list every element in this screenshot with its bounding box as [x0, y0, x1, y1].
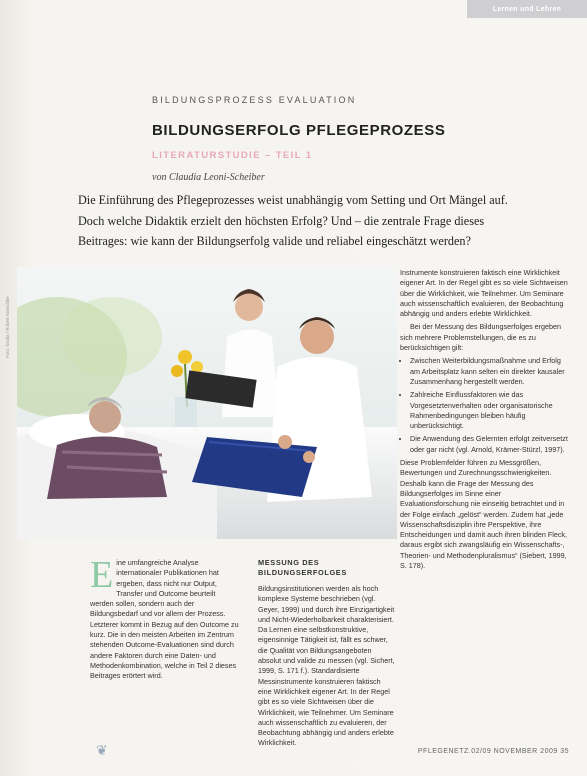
right-column — [400, 268, 570, 574]
article-byline: von Claudia Leoni-Scheiber — [152, 172, 265, 183]
article-title: BILDUNGSERFOLG PFLEGEPROZESS — [152, 122, 446, 139]
page-footer: PFLEGENETZ.02/09 NOVEMBER 2009 35 — [417, 748, 569, 755]
drop-cap: E — [90, 554, 114, 596]
leaf-logo-icon: ❦ — [96, 742, 108, 758]
middle-column — [258, 558, 396, 752]
problem-list — [400, 356, 570, 455]
article-subtitle: LITERATURSTUDIE – TEIL 1 — [152, 150, 313, 161]
left-column — [90, 554, 240, 685]
list-item: • Zahlreiche Einflussfaktoren wie das Vorgesetztenverhalten oder organisatorische Rahmenbedingungen bleiben häufig unberücksichtigt. — [410, 390, 570, 431]
list-item: • Zwischen Weiterbildungsmaßnahme und Erfolg am Arbeitsplatz kann selten ein direkter kausaler Zusammenhang hergestellt werden. — [410, 356, 570, 387]
hospital-photo — [17, 267, 397, 539]
right-paragraph-1: Instrumente konstruieren faktisch eine Wirklichkeit eigener Art. In der Regel gibt es so viele Sichtweisen über die Wirklichkeit, wie Teilnehmer. Um Seminare auch wissenschaftlich evaluieren, der Beobachtung abhängig und anders erlebte Wirklichkeit. — [400, 268, 568, 319]
right-paragraph-3: Diese Problemfelder führen zu Messgrößen, Bewertungen und Zurechnungsschwierigkeiten. Deshalb kann die Frage der Messung des Bildungserfolges im Sinne einer Evaluationsforschung nie einseitig betrachtet und in der Folge einfach „gelöst“ werden. Zudem hat „jede Wissenschaftsdisziplin ihre Perspektive, ihre Entscheidungen und damit auch ihren blinden Fleck, daraus ergibt sich zwangsläufig ein Wissenschafts-, Theorien- und Methodenpluralismus“ (Siebert, 1999, S. 178). — [400, 458, 568, 571]
section-tab: Lernen und Lehren — [467, 0, 587, 18]
photo-credit: Foto: fotolia / Robert Kneschke — [5, 296, 10, 358]
article-lead: Die Einführung des Pflegeprozesses weist unabhängig vom Setting und Ort Mängel auf. Doch welche Didaktik erzielt den höchsten Erfolg? Und – die zentrale Frage dieses Beitrages: wie kann der Bildungserfolg valide und reliabel eingeschätzt werden? — [78, 193, 508, 248]
list-item: • Die Anwendung des Gelernten erfolgt zeitversetzt oder gar nicht (vgl. Arnold, Krämer-Stürzl, 1997). — [410, 434, 570, 455]
right-paragraph-2: Bei der Messung des Bildungserfolges ergeben sich mehrere Problemstellungen, die es zu berücksichtigen gilt: — [400, 322, 562, 353]
middle-paragraph: Bildungsinstitutionen werden als hoch komplexe Systeme beschrieben (vgl. Geyer, 1999) und durch ihre Einzigartigkeit und Nicht-Wiederholbarkeit charakterisiert. Da Lernen eine selbstkonstruktive, eigensinnige Tätigkeit ist, fällt es schwer, die Qualität von Bildungsangeboten absolut und valide zu messen (vgl. Sichert, 1999, S. 171 f.). Standardisierte Messinstrumente konstruieren faktisch eine Wirklichkeit eigener Art. In der Regel gibt es so viele Sichtweisen über die Wirklichkeit, wie Teilnehmer. Um Seminare auch wissenschaftlich zu evaluieren, der Beobachtung abhängig und anders erlebte Wirklichkeit. — [258, 584, 395, 748]
left-paragraph: ine umfangreiche Analyse internationaler Publikationen hat ergeben, dass nicht nur Output, Transfer und Outcome beurteilt werden sollen, sondern auch der Bildungsbedarf und vor allem der Prozess. Letzterer kommt in Bezug auf den Outcome zu kurz. Die in den meisten Arbeiten im Zentrum stehenden Outcome-Evaluationen sind durch andere Faktoren durch eine Daten- und Methodenkombination, welche in Teil 2 dieses Beitrages erörtert wird. — [90, 558, 239, 681]
section-subhead: MESSUNG DES BILDUNGSERFOLGES — [258, 558, 347, 577]
article-kicker: BILDUNGSPROZESS EVALUATION — [152, 95, 357, 105]
hospital-scene-illustration — [17, 267, 397, 539]
